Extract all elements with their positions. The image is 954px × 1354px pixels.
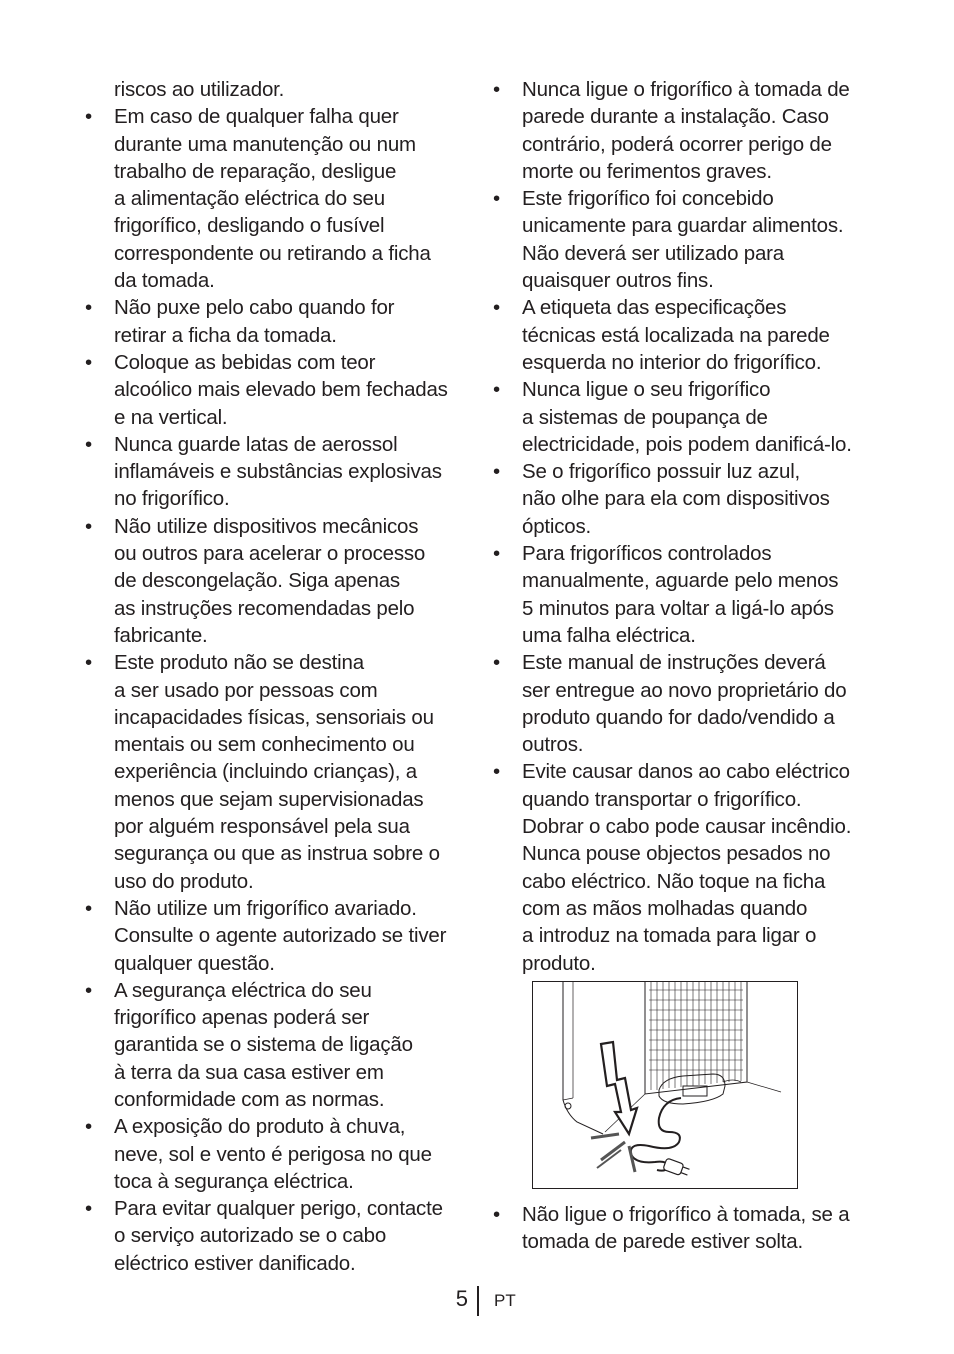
list-item: • Para frigoríficos controlados manualmente, aguarde pelo menos 5 minutos para voltar a ligá-lo após uma falha eléctrica. xyxy=(493,540,883,649)
list-item: • A segurança eléctrica do seu frigorífico apenas poderá ser garantida se o sistema de ligação à terra da sua casa estiver em conformidade com as normas. xyxy=(85,977,475,1113)
left-bullet-list xyxy=(85,103,475,1277)
right-bullet-list xyxy=(493,76,883,977)
list-item: • Em caso de qualquer falha quer durante uma manutenção ou num trabalho de reparação, desligue a alimentação eléctrica do seu frigorífico, desligando o fusível correspondente ou retirando a ficha da tomada. xyxy=(85,103,475,294)
continuation-text: riscos ao utilizador. xyxy=(114,78,285,101)
list-item: • Nunca ligue o seu frigorífico a sistemas de poupança de electricidade, pois podem danificá-lo. xyxy=(493,376,883,458)
list-item: • Este produto não se destina a ser usado por pessoas com incapacidades físicas, sensoriais ou mentais ou sem conhecimento ou experiência (incluindo crianças), a menos que sejam supervisionadas por alguém responsável pela sua segurança ou que as instrua sobre o uso do produto. xyxy=(85,649,475,895)
list-item: • Para evitar qualquer perigo, contacte o serviço autorizado se o cabo eléctrico estiver danificado. xyxy=(85,1195,475,1277)
list-item: • Este manual de instruções deverá ser entregue ao novo proprietário do produto quando for dado/vendido a outros. xyxy=(493,649,883,758)
list-item: • Não utilize um frigorífico avariado. Consulte o agente autorizado se tiver qualquer questão. xyxy=(85,895,475,977)
list-item: • A exposição do produto à chuva, neve, sol e vento é perigosa no que toca à segurança eléctrica. xyxy=(85,1113,475,1195)
page-number: 5 xyxy=(455,1286,468,1311)
language-code: PT xyxy=(494,1291,516,1310)
right-column xyxy=(493,76,883,1255)
footer-divider xyxy=(477,1286,479,1316)
fridge-power-cord-illustration-icon xyxy=(532,981,798,1189)
list-item: • Este frigorífico foi concebido unicamente para guardar alimentos. Não deverá ser utilizado para quaisquer outros fins. xyxy=(493,185,883,294)
list-item: • Nunca guarde latas de aerossol inflamáveis e substâncias explosivas no frigorífico. xyxy=(85,431,475,513)
list-item: • Evite causar danos ao cabo eléctrico quando transportar o frigorífico. Dobrar o cabo pode causar incêndio. Nunca pouse objectos pesados no cabo eléctrico. Não toque na ficha com as mãos molhadas quando a introduz na tomada para ligar o produto. xyxy=(493,758,883,976)
right-bullet-list-after-figure xyxy=(493,1201,883,1256)
list-item: • Se o frigorífico possuir luz azul, não olhe para ela com dispositivos ópticos. xyxy=(493,458,883,540)
list-item: • Não utilize dispositivos mecânicos ou outros para acelerar o processo de descongelação. Siga apenas as instruções recomendadas pelo fabricante. xyxy=(85,513,475,649)
list-item: • Nunca ligue o frigorífico à tomada de parede durante a instalação. Caso contrário, poderá ocorrer perigo de morte ou ferimentos graves. xyxy=(493,76,883,185)
list-item: • Não puxe pelo cabo quando for retirar a ficha da tomada. xyxy=(85,294,475,349)
left-column xyxy=(85,76,475,1277)
list-item: • Coloque as bebidas com teor alcoólico mais elevado bem fechadas e na vertical. xyxy=(85,349,475,431)
list-item: • A etiqueta das especificações técnicas está localizada na parede esquerda no interior do frigorífico. xyxy=(493,294,883,376)
page-footer xyxy=(0,1284,954,1318)
list-item: • Não ligue o frigorífico à tomada, se a tomada de parede estiver solta. xyxy=(493,1201,883,1256)
